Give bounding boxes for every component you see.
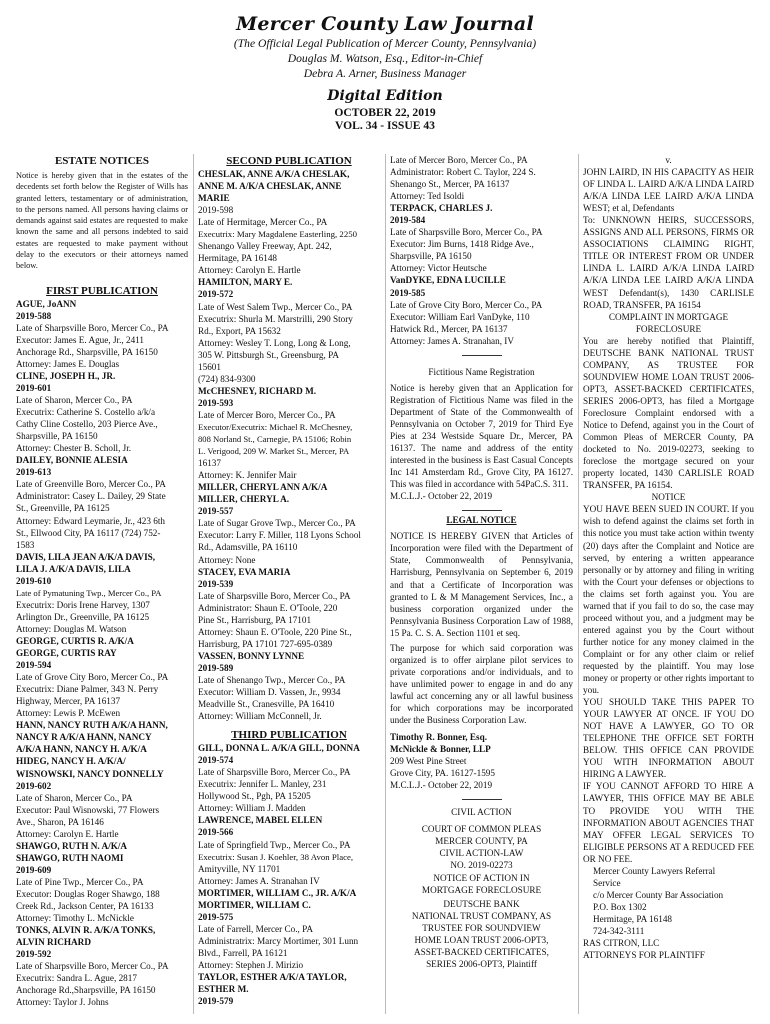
masthead (0, 12, 770, 132)
estate-line: Late of Sharpsville Boro, Mercer Co., PA (390, 227, 543, 238)
estate-name: ESTHER M. (198, 984, 249, 995)
estate-line: Executrix: Susan J. Koehler, 38 Avon Place, (198, 851, 354, 862)
notice-heading: Fictitious Name Registration (428, 366, 535, 377)
notice-body: IF YOU CANNOT AFFORD TO HIRE A LAWYER, THIS OFFICE MAY BE ABLE TO PROVIDE YOU WITH THE INFORMATION ABOUT AGENCIES THAT MAY OFFER LEGAL SERVICES TO ELIGIBLE PERSONS AT A REDUCED FEE OR NO FEE. (583, 781, 754, 864)
caption-line: SERIES 2006-OPT3, Plaintiff (426, 958, 537, 969)
editor-line: Douglas M. Watson, Esq., Editor-in-Chief (287, 52, 483, 65)
estate-line: Administrator: Casey L. Dailey, 29 State (16, 491, 166, 502)
estate-name: MORTIMER, WILLIAM C., JR. A/K/A (198, 887, 357, 898)
notice-body: YOU SHOULD TAKE THIS PAPER TO YOUR LAWYER AT ONCE. IF YOU DO NOT HAVE A LAWYER, GO TO OR TELEPHONE THE OFFICE SET FORTH BELOW. THIS OFFICE CAN PROVIDE YOU WITH INFORMATION ABOUT HIRING A LAWYER. (583, 697, 754, 780)
case-number: 2019-539 (198, 578, 234, 589)
estate-line: Attorney: Timothy L. McNickle (16, 913, 134, 924)
estate-name: MILLER, CHERYL ANN A/K/A (198, 482, 328, 493)
divider (462, 355, 502, 356)
estate-line: Attorney: James A. Stranahan IV (198, 875, 320, 886)
estate-line: Executor: William D. Vassen, Jr., 9934 (198, 687, 341, 698)
attorney-label: ATTORNEYS FOR PLAINTIFF (583, 950, 705, 961)
estate-line: Executor: Larry F. Miller, 118 Lyons School (198, 530, 361, 541)
case-number: 2019-566 (198, 827, 234, 838)
estate-line: Administrator: Robert C. Taylor, 224 S. (390, 167, 536, 178)
case-number: 2019-609 (16, 864, 52, 875)
estate-line: Attorney: Carolyn E. Hartle (16, 828, 119, 839)
official-publication-line: (The Official Legal Publication of Mercer County, Pennsylvania) (233, 37, 537, 50)
caption-line: NATIONAL TRUST COMPANY, AS (411, 910, 552, 921)
estate-line: Late of Sharpsville Boro, Mercer Co., PA (198, 767, 351, 778)
estate-line: Anchorage Rd., Sharpsville, PA 16150 (16, 346, 158, 357)
notice-body: JOHN LAIRD, IN HIS CAPACITY AS HEIR OF LINDA L. LAIRD A/K/A LINDA LAIRD A/K/A LINDA LEE LAIRD A/K/A LINDA WEST; et al, Defendants (583, 167, 754, 214)
estate-line: Attorney: Ted Isoldi (390, 191, 465, 202)
estate-line: (724) 834-9300 (198, 373, 256, 384)
estate-name: SHAWGO, RUTH NAOMI (16, 852, 124, 863)
estate-name: STACEY, EVA MARIA (198, 566, 291, 577)
estate-line: Creek Rd., Jackson Center, PA 16133 (16, 901, 154, 912)
column-notices (390, 154, 573, 970)
case-number: 2019-579 (198, 996, 234, 1007)
estate-name: MARIE (198, 193, 230, 204)
estate-line: Late of Mercer Boro, Mercer Co., PA (198, 409, 336, 420)
estate-name: TERPACK, CHARLES J. (390, 203, 493, 214)
estate-line: Blvd., Farrell, PA 16121 (198, 947, 288, 958)
publication-date: M.C.L.J.- October 22, 2019 (390, 491, 493, 502)
estate-name: GILL, DONNA L. A/K/A GILL, DONNA (198, 743, 360, 754)
issue-date: OCTOBER 22, 2019 (334, 106, 436, 119)
case-number: 2019-602 (16, 780, 52, 791)
caption-line: NO. 2019-02273 (450, 860, 513, 871)
estate-line: Attorney: Wesley T. Long, Long & Long, (198, 337, 351, 348)
estate-line: Executrix: Diane Palmer, 343 N. Perry (16, 684, 159, 695)
estate-name: DAILEY, BONNIE ALESIA (16, 455, 128, 466)
column-divider (385, 154, 386, 1014)
estate-line: Executor: William Earl VanDyke, 110 (390, 311, 530, 322)
estate-name: CLINE, JOSEPH H., JR. (16, 370, 116, 381)
estate-name: SHAWGO, RUTH N. A/K/A (16, 840, 128, 851)
case-number: 2019-592 (16, 949, 52, 960)
caption-line: HOME LOAN TRUST 2006-OPT3, (414, 934, 549, 945)
estate-line: 16137 (198, 458, 221, 469)
estate-line: Late of Sharon, Mercer Co., PA (16, 792, 133, 803)
caption-line: MERCER COUNTY, PA (435, 836, 528, 847)
estate-line: Anchorage Rd.,Sharpsville, PA 16150 (16, 985, 156, 996)
estate-line: Executor: James E. Ague, Jr., 2411 (16, 334, 145, 345)
estate-line: L. Verigood, 209 W. Market St., Mercer, PA (198, 446, 350, 457)
estate-name: HANN, NANCY RUTH A/K/A HANN, (16, 720, 168, 731)
address-line: Service (593, 877, 621, 888)
caption-line: TRUSTEE FOR SOUNDVIEW (422, 922, 541, 933)
estate-line: Attorney: Edward Leymarie, Jr., 423 6th (16, 515, 166, 526)
section-heading: FIRST PUBLICATION (46, 284, 158, 297)
estate-line: Late of Sharpsville Boro, Mercer Co., PA (16, 322, 169, 333)
case-number: 2019-594 (16, 660, 52, 671)
estate-line: Shenango Valley Freeway, Apt. 242, (198, 241, 332, 252)
case-number: 2019-610 (16, 575, 52, 586)
estate-line: Executor: Douglas Roger Shawgo, 188 (16, 888, 160, 899)
estate-line: St., Ellwood City, PA 16117 (724) 752- (16, 527, 161, 538)
signature-line: Grove City, PA. 16127-1595 (390, 768, 495, 779)
estate-line: Late of Shenango Twp., Mercer Co., PA (198, 674, 346, 685)
signature-line: McNickle & Bonner, LLP (390, 744, 491, 755)
estate-line: Hermitage, PA 16148 (198, 253, 278, 264)
estate-name: GEORGE, CURTIS RAY (16, 648, 117, 659)
estate-line: Executor: Paul Wisnowski, 77 Flowers (16, 804, 160, 815)
address-line: Hermitage, PA 16148 (593, 913, 673, 924)
estate-line: Attorney: Lewis P. McEwen (16, 708, 121, 719)
estate-line: Late of Sugar Grove Twp., Mercer Co., PA (198, 518, 356, 529)
estate-line: Attorney: Chester B. Scholl, Jr. (16, 443, 132, 454)
divider (462, 799, 502, 800)
estate-name: CHESLAK, ANNE A/K/A CHESLAK, (198, 169, 350, 179)
case-number: 2019-589 (198, 662, 234, 673)
notice-body: NOTICE IS HEREBY GIVEN that Articles of Incorporation were filed with the Department of State, Commonwealth of Pennsylvania, Harrisburg, Pennsylvania on September 6, 2019 and that a Certificate of Incorporation was granted to L & M Management Services, Inc., a business corporation organized under the Pennsylvania Business Corporation Law of 1988, 15 Pa. C. S. A. Section 1101 et seq. (390, 531, 573, 638)
estate-line: Administratrix: Marcy Mortimer, 301 Lunn (198, 935, 359, 946)
estate-name: MORTIMER, WILLIAM C. (198, 899, 311, 910)
notice-heading: FORECLOSURE (635, 323, 702, 334)
column-second-publication (198, 154, 380, 1007)
notice-body: Notice is hereby given that an Application for Registration of Fictitious Name was filed in the Department of State of the Commonwealth of Pennsylvania on October 7, 2019 for Third Eye Pies at 234 Westside Square Dr., Mercer, PA 16137. The name and address of the entity interested in the business is East Casual Concepts Inc 141 Amsterdam Rd., Grove City, PA 16127. This was filed in accordance with 54PaC.S. 311. (390, 382, 573, 490)
versus-label: v. (665, 155, 672, 165)
estate-line: Harrisburg, PA 17101 727-695-0389 (198, 638, 333, 649)
estate-line: Hollywood St., Pgh, PA 15205 (198, 791, 311, 802)
estate-line: Attorney: K. Jennifer Mair (198, 470, 297, 481)
case-number: 2019-588 (16, 310, 52, 321)
section-heading: THIRD PUBLICATION (231, 729, 347, 742)
estate-line: Late of Mercer Boro, Mercer Co., PA (390, 155, 528, 165)
estate-name: DAVIS, LILA JEAN A/K/A DAVIS, (16, 551, 156, 562)
case-number: 2019-601 (16, 383, 52, 393)
column-estate-notices (16, 154, 188, 1008)
estate-line: Executrix: Shurla M. Marstrilli, 290 Story (198, 313, 353, 324)
estate-line: Late of Sharpsville Boro, Mercer Co., PA (198, 590, 351, 601)
case-number: 2019-598 (198, 205, 234, 216)
estate-line: Sharpsville, PA 16150 (390, 251, 472, 262)
notice-heading: NOTICE (651, 492, 686, 503)
caption-line: MORTGAGE FORECLOSURE (421, 884, 542, 895)
estate-line: Attorney: William McConnell, Jr. (198, 711, 322, 722)
estate-intro: Notice is hereby given that in the estates of the decedents set forth below the Register of Wills has granted letters, testamentary or of administration, to the persons named. All persons having claims or demands against said estates are requested to make known the same and all persons indebted to said estates are requested to make payment without delay to the executors or their attorneys named below. (16, 171, 188, 271)
notice-body: YOU HAVE BEEN SUED IN COURT. If you wish to defend against the claims set forth in this notice you must take action within twenty (20) days after the Complaint and Notice are served, by entering a written appearance personally or by attorney and filing in writing with the Court your defenses or objections to the claims set forth against you. You are warned that if you fail to do so, the case may proceed without you, and a judgment may be entered against you by the Court without further notice for any money claimed in the Complaint or for any other claim or relief requested by the plaintiff. You may lose money or property or other rights important to you. (583, 504, 754, 696)
address-line: c/o Mercer County Bar Association (593, 889, 724, 900)
column-foreclosure-notice (583, 154, 754, 961)
notice-body: The purpose for which said corporation was organized is to offer airplane pilot services to private corporations and/or individuals, and to have unlimited power to engage in and do any lawful act concerning any or all lawful business for which corporations may be incorporated under the Business Corporation Law. (390, 642, 573, 726)
estate-line: Attorney: James A. Stranahan, IV (390, 335, 515, 346)
address-line: 724-342-3111 (593, 926, 645, 936)
estate-name: TONKS, ALVIN R. A/K/A TONKS, (16, 925, 156, 936)
estate-name: LAWRENCE, MABEL ELLEN (198, 815, 323, 826)
case-number: 2019-575 (198, 911, 234, 922)
volume-issue: VOL. 34 - ISSUE 43 (335, 119, 435, 132)
estate-name: ALVIN RICHARD (16, 937, 91, 948)
signature-line: 209 West Pine Street (390, 756, 467, 767)
estate-line: Arlington Dr., Greenville, PA 16125 (16, 611, 150, 622)
case-number: 2019-557 (198, 506, 234, 517)
estate-name: HAMILTON, MARY E. (198, 277, 293, 288)
estate-line: Late of Sharpsville Boro, Mercer Co., PA (16, 961, 169, 972)
estate-line: St., Greenville, PA 16125 (16, 503, 110, 514)
estate-line: Meadville St., Cranesville, PA 16410 (198, 699, 335, 710)
estate-line: Attorney: James E. Douglas (16, 358, 120, 369)
estate-name: McCHESNEY, RICHARD M. (198, 385, 317, 396)
estate-line: Amityville, NY 11701 (198, 863, 281, 874)
estate-line: 808 Norland St., Carnegie, PA 15106; Robin (198, 434, 352, 445)
manager-line: Debra A. Arner, Business Manager (303, 67, 467, 80)
caption-line: NOTICE OF ACTION IN (433, 872, 530, 883)
estate-line: Administrator: Shaun E. O'Toole, 220 (198, 602, 338, 613)
address-line: Mercer County Lawyers Referral (593, 865, 716, 876)
estate-line: Executrix: Catherine S. Costello a/k/a (16, 407, 156, 418)
caption-line: ASSET-BACKED CERTIFICATES, (414, 946, 549, 957)
estate-line: Attorney: Douglas M. Watson (16, 623, 127, 634)
case-number: 2019-585 (390, 287, 426, 298)
estate-line: Rd., Adamsville, PA 16110 (198, 542, 298, 553)
estate-line: Executrix: Doris Irene Harvey, 1307 (16, 599, 150, 610)
estate-line: Highway, Mercer, PA 16137 (16, 696, 121, 707)
estate-line: Executrix: Sandra L. Ague, 2817 (16, 973, 137, 984)
estate-line: Attorney: Stephen J. Mirizio (198, 960, 304, 970)
estate-line: Hatwick Rd., Mercer, PA 16137 (390, 323, 508, 334)
divider (462, 510, 502, 511)
estate-line: Cathy Cline Costello, 203 Pierce Ave., (16, 419, 158, 430)
estate-line: Sharpsville, PA 16150 (16, 431, 98, 442)
case-number: 2019-613 (16, 467, 52, 478)
estate-name: AGUE, JoANN (16, 298, 77, 309)
estate-line: Rd., Export, PA 15632 (198, 325, 281, 336)
estate-name: MILLER, CHERYL A. (198, 494, 290, 505)
estate-line: Executor/Executrix: Michael R. McChesney, (198, 421, 353, 432)
estate-line: Late of West Salem Twp., Mercer Co., PA (198, 301, 353, 312)
estate-line: Late of Hermitage, Mercer Co., PA (198, 217, 328, 228)
edition-label: Digital Edition (327, 88, 443, 104)
estate-name: GEORGE, CURTIS R. A/K/A (16, 635, 134, 646)
notice-body: You are hereby notified that Plaintiff, DEUTSCHE BANK NATIONAL TRUST COMPANY, AS TRUSTEE FOR SOUNDVIEW HOME LOAN TRUST 2006-OPT3, ASSET-BACKED CERTIFICATES, SERIES 2006-OPT3, has filed a Mortgage Foreclosure Complaint endorsed with a Notice to Defend, against you in the Court of Common Pleas of MERCER County, PA docketed to No. 2019-02273, seeking to foreclose the mortgage secured on your property located, 1430 CARLISLE ROAD TRANSFER, PA 16154. (583, 335, 754, 491)
estate-line: Late of Greenville Boro, Mercer Co., PA (16, 479, 166, 490)
case-number: 2019-572 (198, 289, 234, 300)
estate-line: Late of Farrell, Mercer Co., PA (198, 923, 313, 934)
case-number: 2019-574 (198, 755, 234, 766)
estate-line: Pine St., Harrisburg, PA 17101 (198, 614, 312, 625)
estate-line: Late of Pymatuning Twp., Mercer Co., PA (16, 587, 162, 598)
estate-line: Shenango St., Mercer, PA 16137 (390, 179, 510, 190)
estate-line: 1583 (16, 539, 35, 550)
attorney-firm: RAS CITRON, LLC (583, 938, 660, 949)
estate-name: LILA J. A/K/A DAVIS, LILA (16, 563, 131, 574)
publication-date: M.C.L.J.- October 22, 2019 (390, 780, 493, 791)
estate-line: Ave., Sharon, PA 16146 (16, 816, 104, 827)
estate-name: VASSEN, BONNY LYNNE (198, 650, 305, 661)
estate-line: 305 W. Pittsburgh St., Greensburg, PA (198, 349, 339, 360)
signature-line: Timothy R. Bonner, Esq. (390, 732, 488, 743)
estate-name: A/K/A HANN, NANCY H. A/K/A (16, 744, 147, 755)
notice-heading: LEGAL NOTICE (446, 515, 517, 526)
section-heading: ESTATE NOTICES (54, 155, 150, 167)
notice-body: To: UNKNOWN HEIRS, SUCCESSORS, ASSIGNS AND ALL PERSONS, FIRMS OR ASSOCIATIONS CLAIMING RIGHT, TITLE OR INTEREST FROM OR UNDER LINDA L. LAIRD A/K/A LINDA LAIRD A/K/A LINDA LEE LAIRD A/K/A LINDA WEST Defendant(s), 1430 CARLISLE ROAD, TRANSFER, PA 16154 (583, 215, 754, 310)
estate-name: NANCY R A/K/A HANN, NANCY (16, 732, 152, 743)
estate-line: Attorney: Shaun E. O'Toole, 220 Pine St., (198, 626, 352, 637)
case-number: 2019-593 (198, 397, 234, 408)
estate-name: HIDEG, NANCY H. A/K/A/ (16, 756, 126, 767)
column-divider (193, 154, 194, 1014)
estate-line: Attorney: None (198, 554, 256, 565)
caption-line: COURT OF COMMON PLEAS (421, 824, 542, 835)
estate-line: Late of Grove City Boro, Mercer Co., PA (16, 672, 169, 683)
estate-line: Attorney: Carolyn E. Hartle (198, 265, 301, 276)
estate-line: Attorney: Victor Heutsche (390, 263, 487, 274)
journal-title: Mercer County Law Journal (236, 13, 534, 35)
estate-line: Attorney: William J. Madden (198, 803, 306, 814)
estate-line: 15601 (198, 361, 221, 372)
estate-name: VanDYKE, EDNA LUCILLE (390, 275, 506, 286)
column-divider (578, 154, 579, 1014)
estate-line: Late of Grove City Boro, Mercer Co., PA (390, 299, 543, 310)
estate-name: TAYLOR, ESTHER A/K/A TAYLOR, (198, 972, 347, 983)
estate-line: Executrix: Jennifer L. Manley, 231 (198, 779, 327, 790)
estate-line: Late of Pine Twp., Mercer Co., PA (16, 876, 144, 887)
estate-line: Executor: Jim Burns, 1418 Ridge Ave., (390, 239, 534, 250)
section-heading: SECOND PUBLICATION (226, 155, 352, 167)
caption-line: DEUTSCHE BANK (443, 898, 520, 909)
case-number: 2019-584 (390, 215, 426, 226)
estate-line: Executrix: Mary Magdalene Easterling, 2250 (198, 229, 358, 240)
notice-heading: COMPLAINT IN MORTGAGE (608, 311, 729, 322)
estate-name: WISNOWSKI, NANCY DONNELLY (16, 768, 164, 779)
notice-heading: CIVIL ACTION (451, 807, 512, 818)
caption-line: CIVIL ACTION-LAW (439, 848, 524, 859)
estate-name: ANNE M. A/K/A CHESLAK, ANNE (198, 181, 342, 192)
estate-line: Attorney: Taylor J. Johns (16, 997, 109, 1008)
estate-line: Late of Sharon, Mercer Co., PA (16, 395, 133, 406)
estate-line: Late of Springfield Twp., Mercer Co., PA (198, 839, 351, 850)
address-line: P.O. Box 1302 (593, 901, 647, 912)
